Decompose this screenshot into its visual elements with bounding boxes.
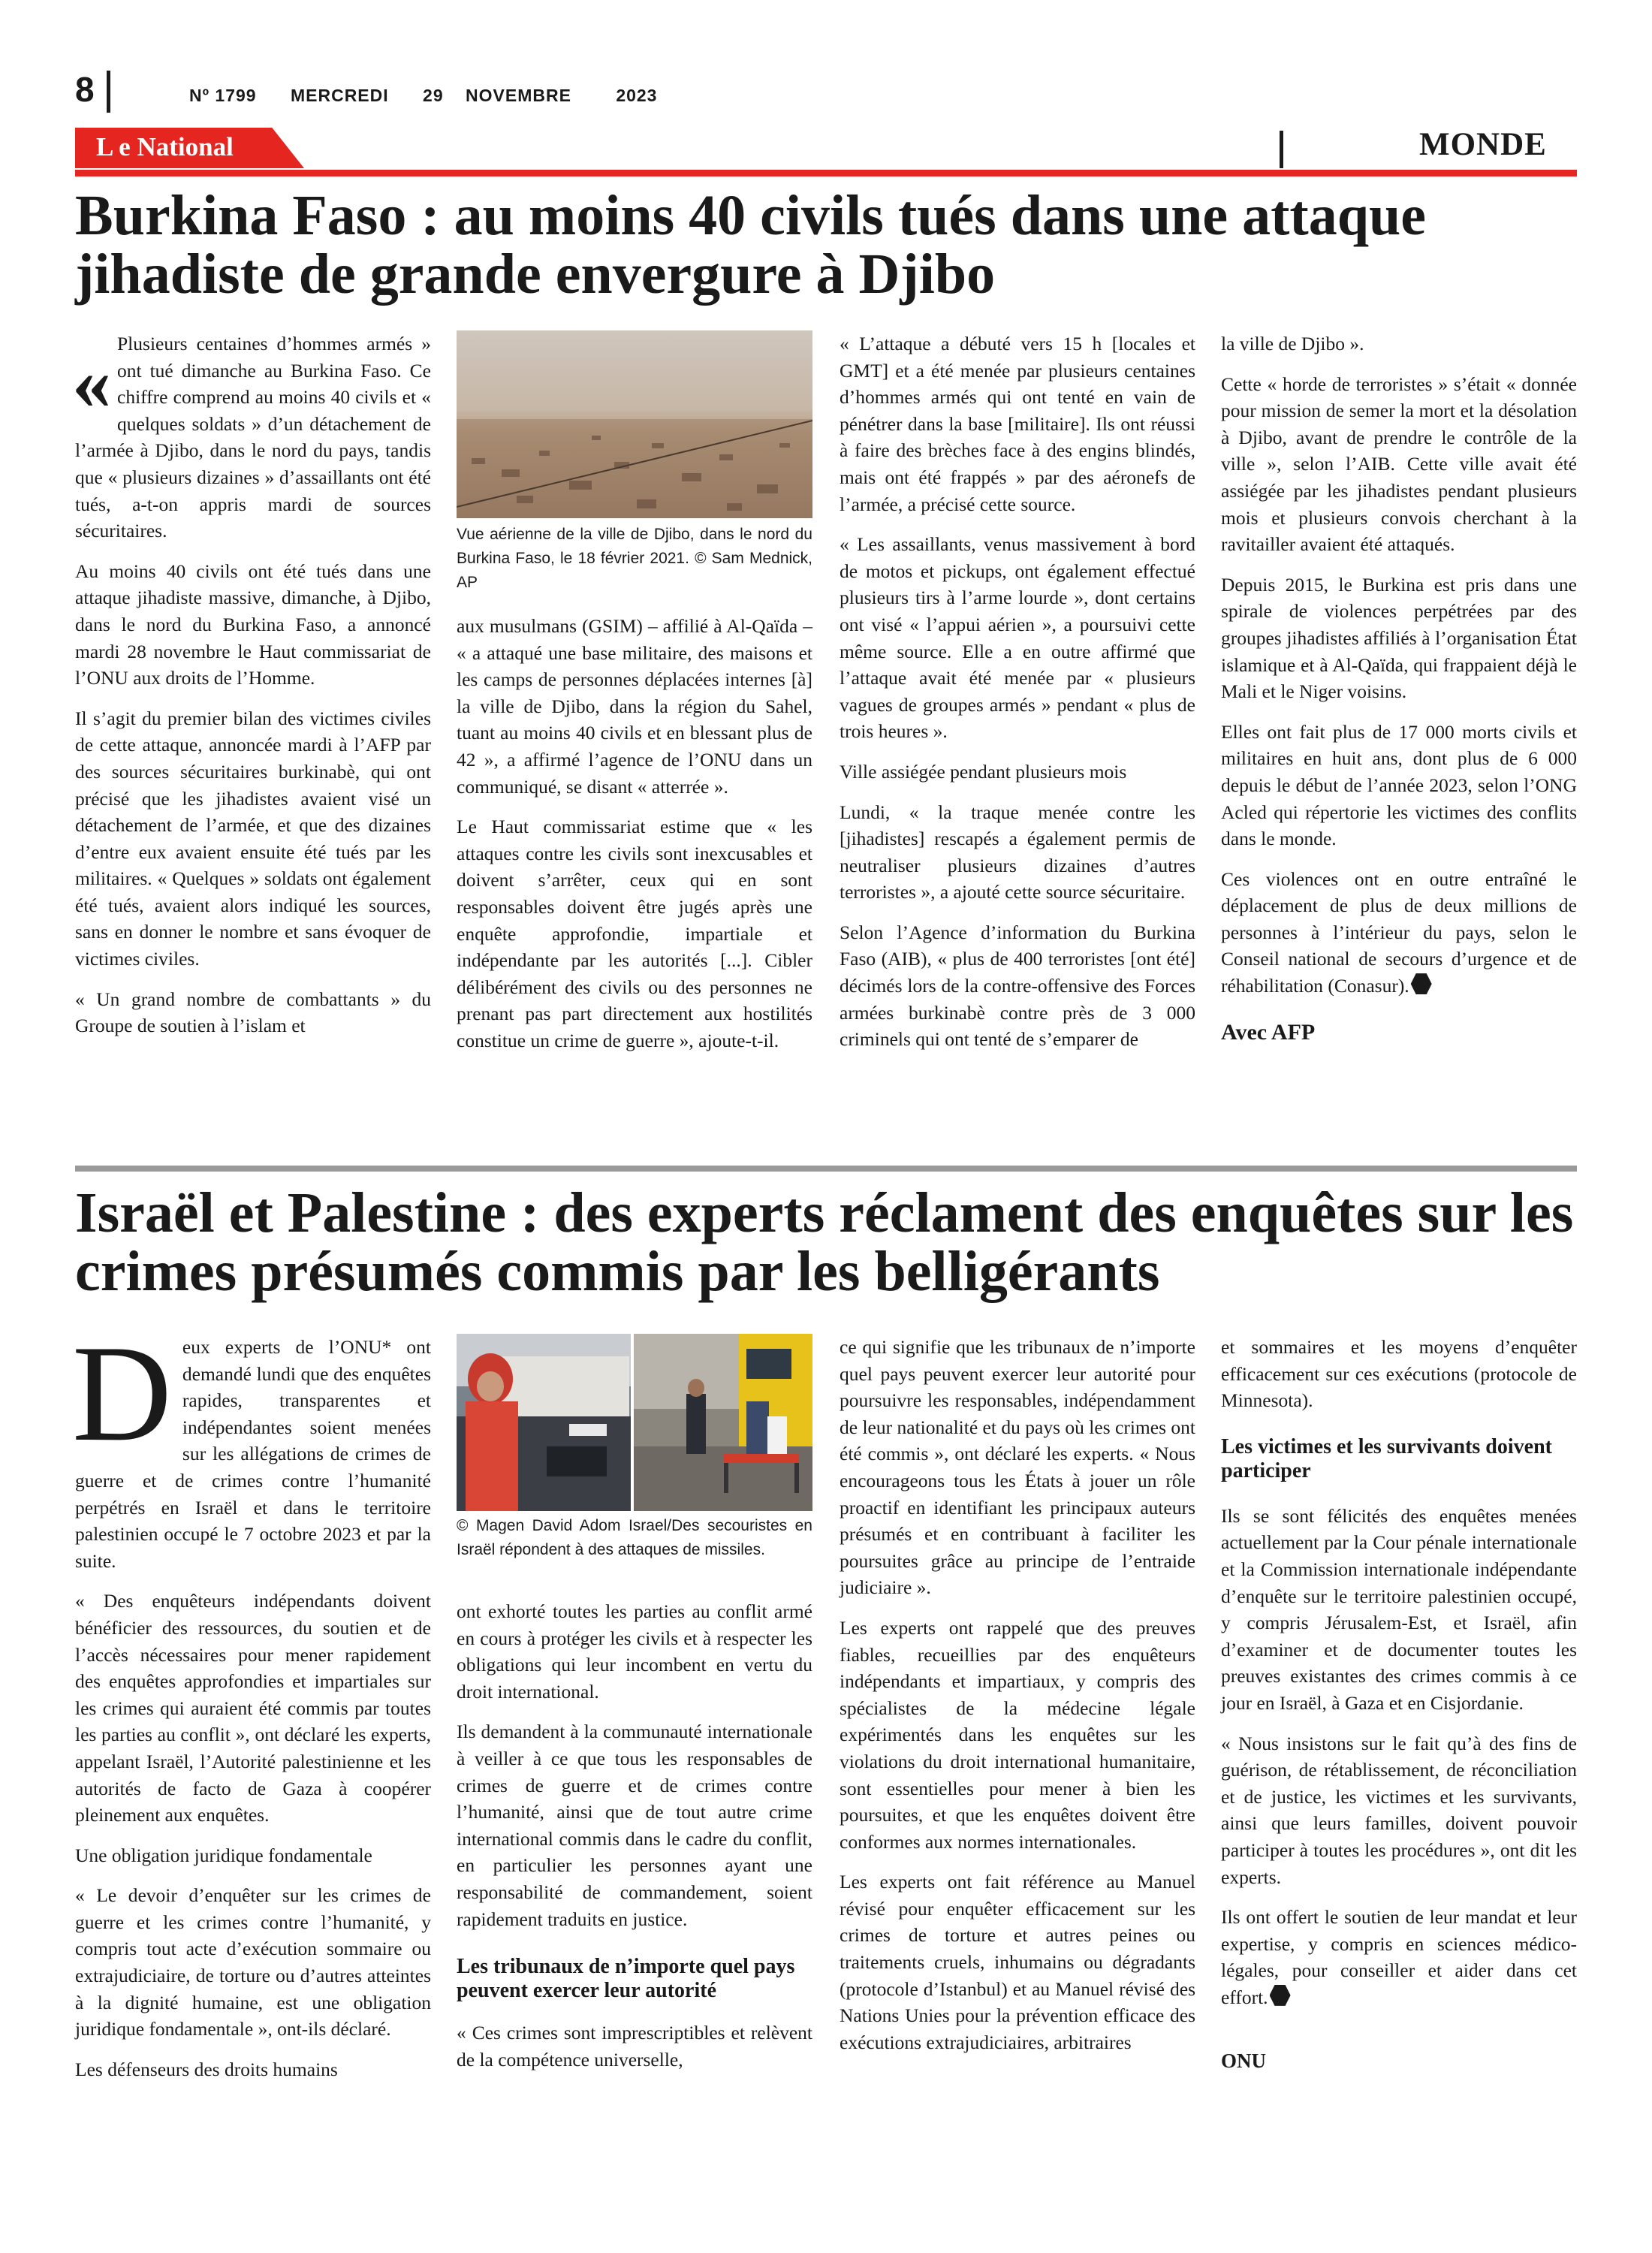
issue-day: 29: [423, 86, 444, 105]
djibo-aerial-photo: [457, 330, 812, 518]
paragraph: et sommaires et les moyens d’enquêter efficacement sur ces exécutions (protocole de Minnesota).: [1221, 1336, 1577, 1412]
paragraph: « Des enquêteurs indépendants doivent bénéficier des ressources, du soutien et de l’accès nécessaires pour mener rapidement des enquêtes approfondies et impartiales sur les crimes qui auraient été commis par toutes les parties au conflit », ont déclaré les experts, appelant Israël, l’Autorité palestinienne et les autorités de facto de Gaza à coopérer pleinement aux enquêtes.: [75, 1590, 431, 1826]
paragraph: « Plusieurs centaines d’hommes armés » ont tué dimanche au Burkina Faso. Ce chiffre comprend au moins 40 civils et « quelques soldats » d’un détachement de l’armée à Djibo, dans le nord du pays, tandis que « plusieurs dizaines » d’assaillants ont été tués, a-t-on appris mardi de sources sécuritaires.: [72, 333, 431, 542]
article-1-column-3: [840, 330, 1195, 1053]
article-2-column-1: [72, 1317, 431, 2083]
paragraph: Le Haut commissariat estime que « les attaques contre les civils sont inexcusables et doivent s’arrêter, ceux qui en sont responsables doivent être jugés après une enquête approfondie, impartiale et indépendante par les autorités [...]. Cibler délibérément des civils ou des personnes ne prenant pas part directement aux hostilités constitue un crime de guerre », ajoute-t-il.: [457, 816, 812, 1051]
paragraph: aux musulmans (GSIM) – affilié à Al-Qaïda – « a attaqué une base militaire, des maisons et les camps de personnes déplacées internes [à] la ville de Djibo, dans la région du Sahel, tuant au moins 40 civils et en blessant plus de 42 », a affirmé l’agence de l’ONU dans un communiqué, se disant « atterrée ».: [457, 615, 812, 798]
paragraph: « Les assaillants, venus massivement à bord de motos et pickups, ont également effectué plusieurs tirs à l’arme lourde », dont certains ont visé « l’appui aérien », a poursuivi cette même source. Elle a en outre affirmé que l’attaque avait été menée par « plusieurs vagues de groupes armés » pendant « plus de trois heures ».: [840, 533, 1195, 743]
issue-info: [189, 86, 686, 106]
page-number: 8: [75, 70, 95, 109]
article-1-column-4: [1221, 330, 1577, 1045]
paragraph: Elles ont fait plus de 17 000 morts civils et militaires en huit ans, dont plus de 6 000 depuis le début de l’année 2023, selon l’ONG Acled qui répertorie les victimes des conflits dans le monde.: [1221, 720, 1577, 850]
article-2-column-4: [1221, 1334, 1577, 2075]
issue-weekday: MERCREDI: [290, 86, 389, 105]
paragraph: « Ces crimes sont imprescriptibles et relèvent de la compétence universelle,: [457, 2022, 812, 2071]
subheading: Les victimes et les survivants doivent participer: [1221, 1434, 1552, 1482]
subheading: Une obligation juridique fondamentale: [75, 1844, 372, 1866]
paragraph: Ils se sont félicités des enquêtes menées actuellement par la Cour pénale internationale et la Commission internationale indépendante d’enquête sur le territoire palestinien occupé, y compris Jérusalem-Est, et Israël, afin d’examiner et de documenter toutes les preuves existantes des crimes commis à ce jour en Israël, à Gaza et en Cisjordanie.: [1221, 1504, 1577, 1714]
brand-name: L e National: [96, 132, 234, 161]
paragraph: Selon l’Agence d’information du Burkina Faso (AIB), « plus de 400 terroristes [ont été] décimés lors de la contre-offensive des Forces armées burkinabè contre près de 3 000 criminels qui ont tenté de s’emparer de: [840, 921, 1195, 1051]
section-divider: [1280, 131, 1283, 168]
paragraph: ont exhorté toutes les parties au conflit armé en cours à protéger les civils et à respecter les obligations qui leur incombent en vertu du droit international.: [457, 1600, 812, 1703]
photo-caption: Vue aérienne de la ville de Djibo, dans le nord du Burkina Faso, le 18 février 2021. © Sam Mednick, AP: [457, 526, 812, 591]
photo-caption: © Magen David Adom Israel/Des secouristes en Israël répondent à des attaques de missiles.: [457, 1517, 812, 1558]
issue-number: Nº 1799: [189, 86, 257, 105]
issue-month: NOVEMBRE: [466, 86, 571, 105]
paragraph: Au moins 40 civils ont été tués dans une attaque jihadiste massive, dimanche, à Djibo, dans le nord du Burkina Faso, a annoncé mardi 28 novembre le Haut commissariat de l’ONU aux droits de l’Homme.: [75, 559, 431, 689]
page-number-divider: [107, 71, 110, 113]
ambulance-interior-photo: [457, 1334, 631, 1511]
paragraph: Lundi, « la traque menée contre les [jihadistes] rescapés a également permis de neutraliser plusieurs dizaines d’autres terroristes », a ajouté cette source sécuritaire.: [840, 801, 1195, 903]
end-of-article-mark: [1270, 1985, 1291, 2006]
paragraph: Cette « horde de terroristes » s’était « donnée pour mission de semer la mort et la désolation à Djibo, avant de prendre le contrôle de la ville », selon l’AIB. Cette ville avait été assiégée par les jihadistes pendant plusieurs mois et plusieurs convois cherchant à la ravitailler avaient été attaqués.: [1221, 372, 1577, 556]
section-name: MONDE: [1419, 127, 1547, 162]
paragraph: « Nous insistons sur le fait qu’à des fins de guérison, de rétablissement, de réconciliation et de justice, les victimes et les survivants, ainsi que leurs familles, doivent pouvoir participer à toutes les procédures », ont dit les experts.: [1221, 1732, 1577, 1888]
end-of-article-mark: [1411, 973, 1432, 994]
paragraph: Ces violences ont en outre entraîné le déplacement de plus de deux millions de personnes à l’intérieur du pays, selon le Conseil national de secours d’urgence et de réhabilitation (Conasur).: [1221, 867, 1577, 997]
issue-year: 2023: [616, 86, 658, 105]
article-1-headline: Burkina Faso : au moins 40 civils tués dans une attaque jihadiste de grande envergure à Djibo: [75, 184, 1426, 306]
paragraph: ce qui signifie que les tribunaux de n’importe quel pays peuvent exercer leur autorité pour poursuivre les responsables, indépendamment de leur nationalité et du pays où les crimes ont été commis », ont déclaré les experts. « Nous encourageons tous les États à jouer un rôle proactif en identifiant les principaux auteurs présumés et en contribuant à faciliter les poursuites grâce au principe de l’entraide judiciaire ».: [840, 1336, 1195, 1599]
paragraph: « Le devoir d’enquêter sur les crimes de guerre et les crimes contre l’humanité, y compris tout acte d’exécution sommaire ou extrajudiciaire, de torture ou d’autres atteintes à la dignité humaine, est une obligation juridique fondamentale », ont-ils déclaré.: [75, 1884, 431, 2040]
paragraph: Les défenseurs des droits humains: [75, 2058, 338, 2080]
paragraph: Les experts ont fait référence au Manuel révisé pour enquêter efficacement sur les crimes de torture et autres peines ou traitements cruels, inhumains ou dégradants (protocole d’Istanbul) et au Manuel révisé des Nations Unies pour la prévention efficace des exécutions extrajudiciaires, arbitraires: [840, 1871, 1195, 2053]
paragraph: Depuis 2015, le Burkina est pris dans une spirale de violences perpétrées par des groupes jihadistes affiliés à l’organisation État islamique et à Al-Qaïda, qui frappaient déjà le Mali et le Niger voisins.: [1221, 573, 1577, 703]
paragraph: Les experts ont rappelé que des preuves fiables, recueillies par des enquêteurs indépendants et impartiaux, y compris des spécialistes de la médecine légale expérimentés dans les enquêtes sur les violations du droit international humanitaire, sont essentielles pour mener à bien les poursuites, et que les enquêtes doivent être conformes aux normes internationales.: [840, 1616, 1195, 1853]
paragraph: « L’attaque a débuté vers 15 h [locales et GMT] et a été menée par plusieurs centaines d’hommes armés qui ont tenté en vain de pénétrer dans la base [militaire]. Ils ont réussi à faire des brèches face à des engins blindés, mais ont été frappés » par des aéronefs de l’armée, a précisé cette source.: [840, 333, 1195, 515]
article-2-signature: ONU: [1221, 2049, 1266, 2073]
paragraph: Il s’agit du premier bilan des victimes civiles de cette attaque, annoncée mardi à l’AFP par des sources sécuritaires burkinabè, qui ont précisé que les jihadistes avaient visé un détachement de l’armée, et que des dizaines d’entre eux avaient ensuite été tués par les militaires. « Quelques » soldats ont également été tués, avaient alors indiqué les sources, sans en donner le nombre et sans évoquer de victimes civiles.: [75, 707, 431, 970]
drop-cap: D: [72, 1317, 172, 1470]
article-1-signature: Avec AFP: [1221, 1019, 1316, 1045]
paragraph: « Un grand nombre de combattants » du Groupe de soutien à l’islam et: [75, 988, 431, 1037]
subheading: Ville assiégée pendant plusieurs mois: [840, 760, 1127, 783]
opening-quote-mark: «: [72, 339, 111, 426]
article-1-column-2: [457, 613, 812, 1054]
paragraph: Ils ont offert le soutien de leur mandat et leur expertise, y compris en sciences médico-légales, pour conseiller et aider dans cet effort.: [1221, 1906, 1577, 2008]
paragraph: la ville de Djibo ».: [1221, 333, 1364, 354]
article-divider: [75, 1166, 1577, 1172]
subheading: Les tribunaux de n’importe quel pays peuvent exercer leur autorité: [457, 1955, 795, 2003]
article-2-headline: Israël et Palestine : des experts réclament des enquêtes sur les crimes présumés commis par les belligérants: [75, 1181, 1574, 1303]
paragraph: Deux experts de l’ONU* ont demandé lundi que des enquêtes rapides, transparentes et indépendantes soient menées sur les allégations de crimes de guerre et de crimes contre l’humanité perpétrés en Israël et dans le territoire palestinien occupé le 7 octobre 2023 et par la suite.: [72, 1317, 431, 1572]
header-rule: [75, 170, 1577, 176]
paragraph: Ils demandent à la communauté internationale à veiller à ce que tous les responsables de crimes de guerre et de crimes contre l’humanité, ainsi que de tout autre crime international commis dans le cadre du conflit, en particulier les personnes ayant une responsabilité de commandement, soient rapidement traduits en justice.: [457, 1721, 812, 1930]
paramedics-stretcher-photo: [634, 1334, 812, 1511]
article-1-column-1: [72, 330, 431, 1039]
article-2-column-2: [457, 1598, 812, 2073]
article-2-column-3: [840, 1334, 1195, 2055]
